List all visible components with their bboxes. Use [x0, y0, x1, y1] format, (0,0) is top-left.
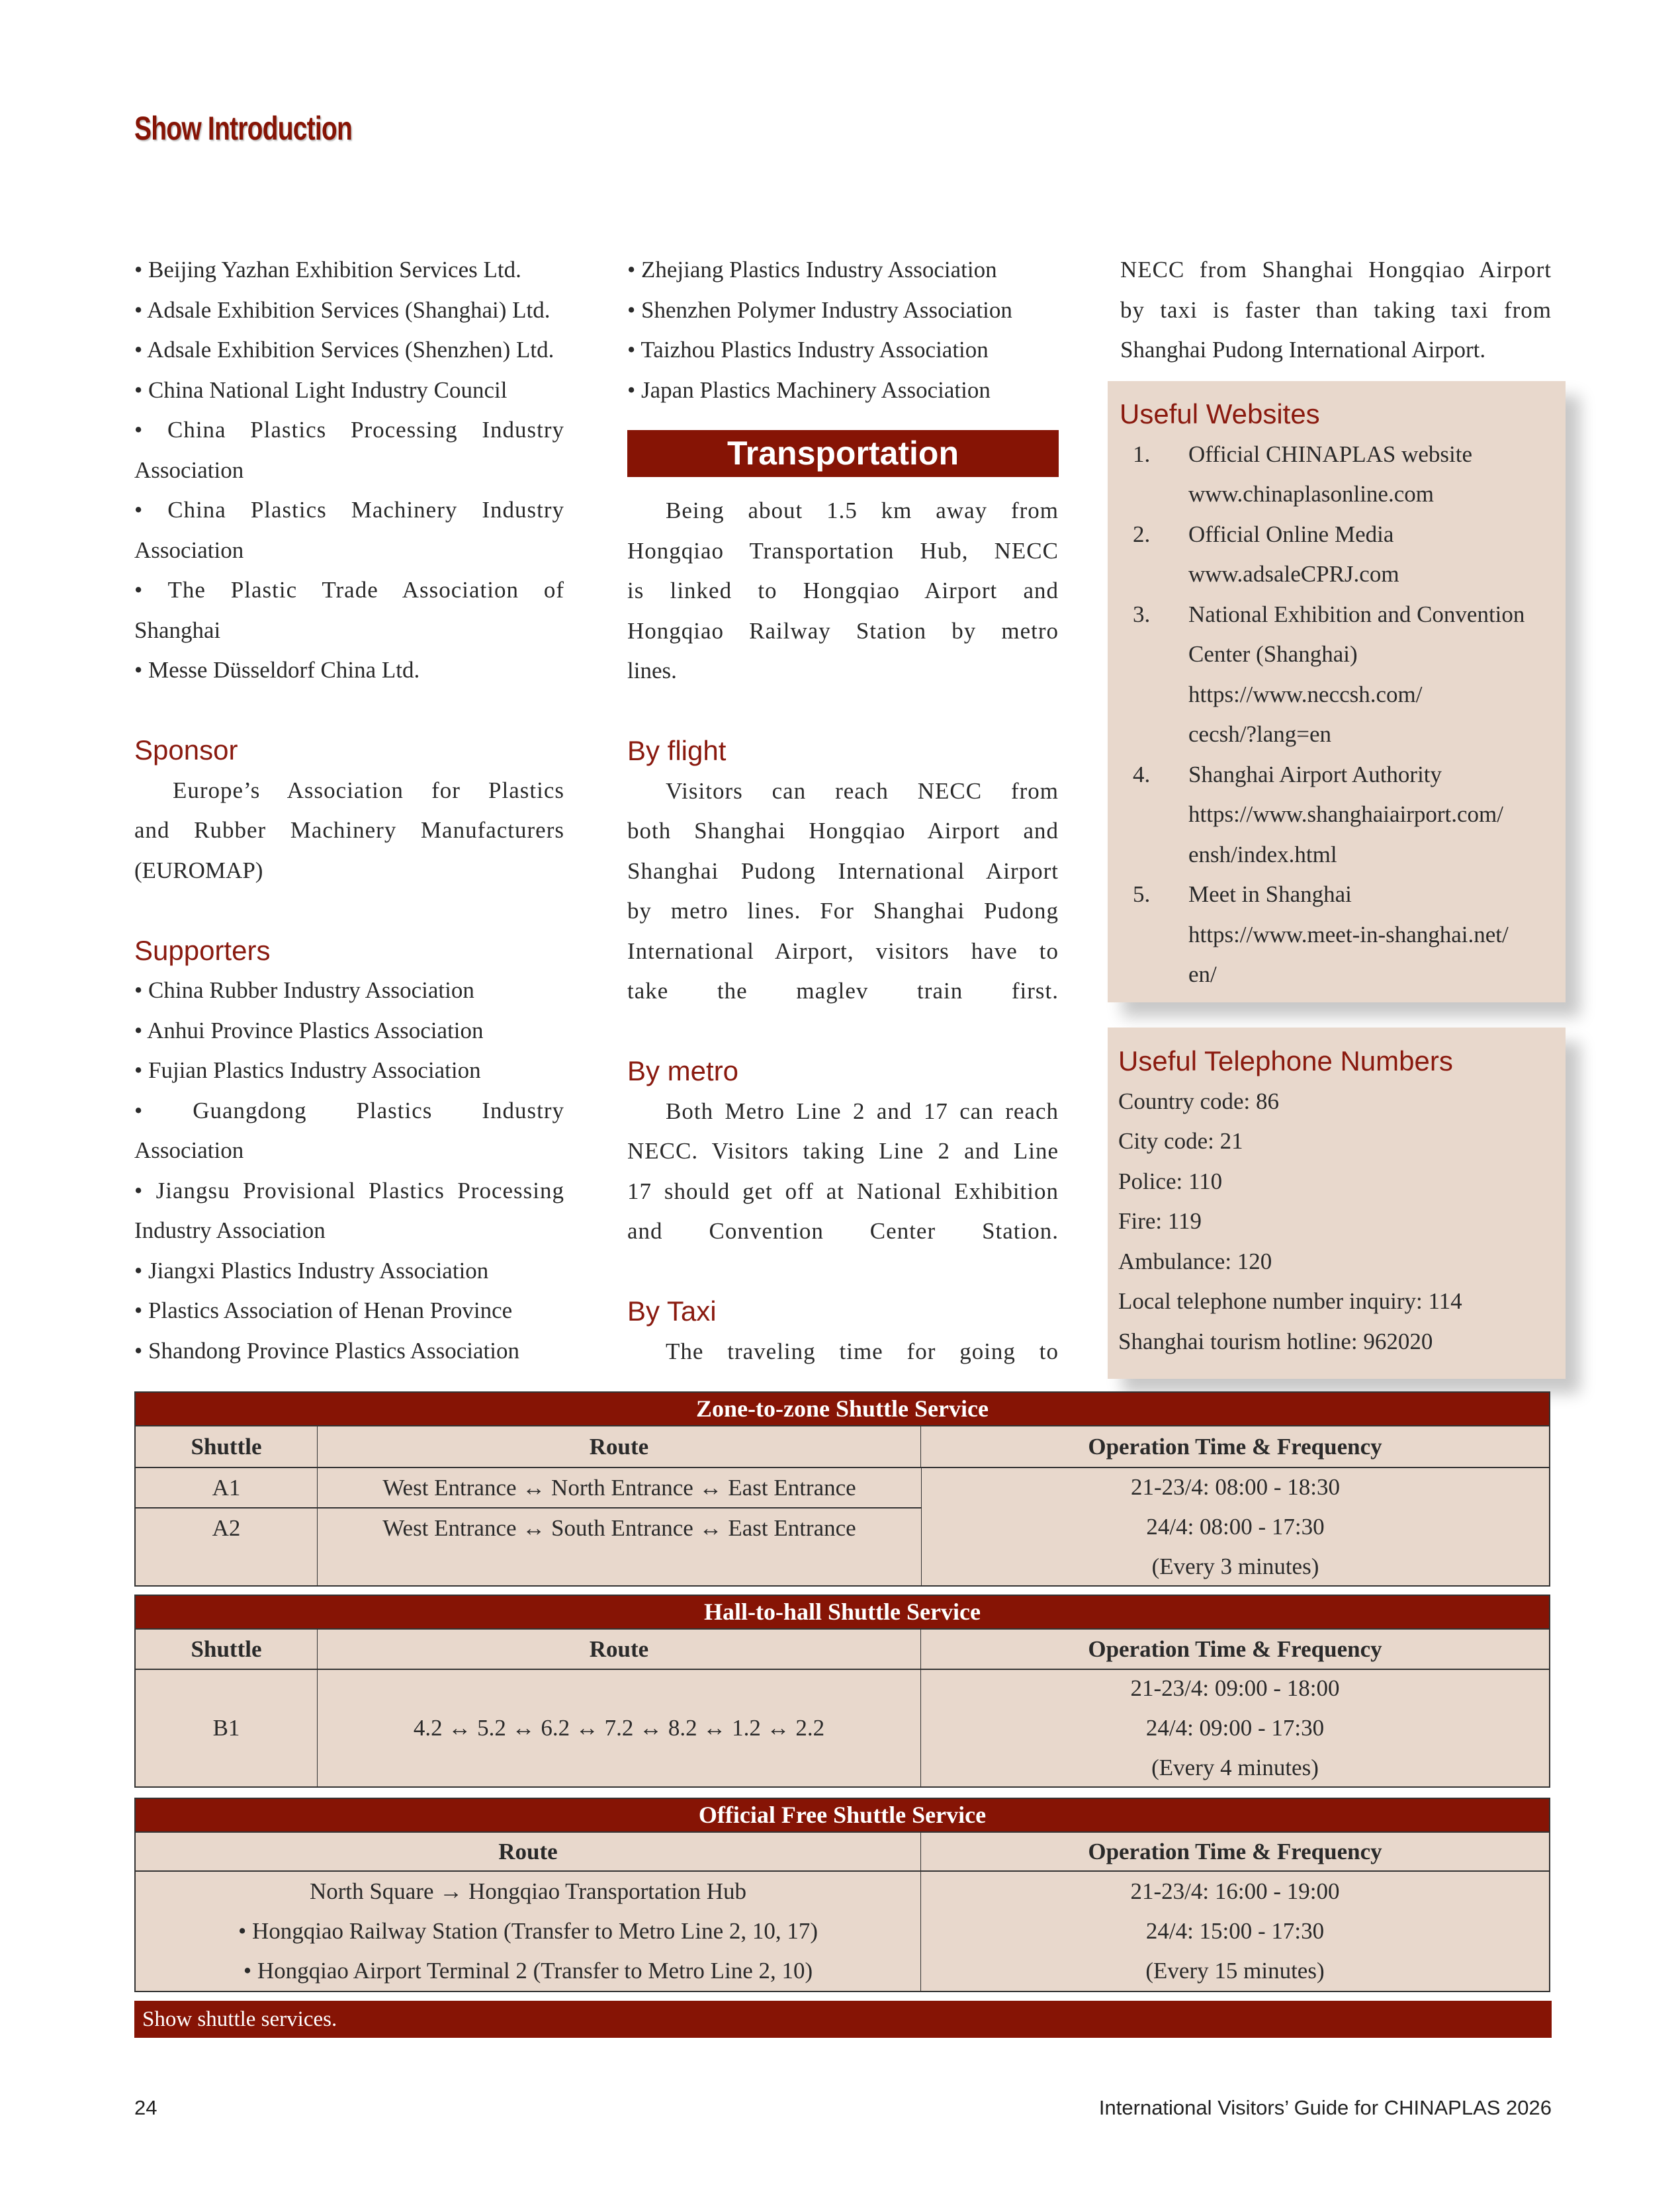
paragraph-line: is linked to Hongqiao Airport and: [627, 578, 1059, 603]
page-number: 24: [134, 2096, 157, 2119]
zone-shuttle-table: [134, 1391, 1550, 1587]
supporter-item: Industry Association: [134, 1217, 326, 1243]
paragraph-line: Visitors can reach NECC from: [666, 777, 1059, 804]
item-number: 4.: [1133, 761, 1151, 787]
time-line: 24/4: 09:00 - 17:30: [1145, 1715, 1325, 1741]
route-line: • Hongqiao Railway Station (Transfer to Metro Line 2, 10, 17): [238, 1918, 818, 1944]
website-link[interactable]: https://www.meet-in-shanghai.net/: [1188, 921, 1509, 947]
header-shuttle: Shuttle: [136, 1426, 318, 1467]
frequency-line: (Every 4 minutes): [1151, 1755, 1319, 1780]
shuttle-cell: A2: [212, 1515, 241, 1541]
item-number: 1.: [1133, 441, 1151, 467]
organizer-item: • Zhejiang Plastics Industry Association: [627, 257, 997, 283]
website-name: Shanghai Airport Authority: [1188, 761, 1442, 787]
paragraph-line: take the maglev train first.: [627, 978, 1059, 1004]
time-line: 21-23/4: 09:00 - 18:00: [1130, 1675, 1340, 1701]
free-shuttle-table: [134, 1798, 1550, 1992]
header-time: Operation Time & Frequency: [1088, 1636, 1382, 1662]
route-line: North Square → Hongqiao Transportation Hub: [309, 1878, 747, 1904]
by-flight-heading: By flight: [627, 735, 727, 766]
supporter-item: • Plastics Association of Henan Province: [134, 1297, 513, 1323]
page-title: Show Introduction: [134, 110, 353, 147]
route-cell: [136, 1872, 921, 1991]
telephone-item: Country code: 86: [1118, 1088, 1280, 1114]
supporter-item: • Anhui Province Plastics Association: [134, 1017, 484, 1043]
spacer: [627, 1012, 1059, 1052]
publication-title: International Visitors’ Guide for CHINAPLAS 2026: [1098, 2096, 1552, 2119]
paragraph-line: by taxi is faster than taking taxi from: [1120, 296, 1552, 323]
website-name: Official Online Media: [1188, 521, 1394, 547]
header-time: Operation Time & Frequency: [1088, 1838, 1382, 1864]
website-link[interactable]: https://www.shanghaiairport.com/: [1188, 801, 1503, 827]
spacer: [134, 691, 564, 731]
route-line: • Hongqiao Airport Terminal 2 (Transfer to Metro Line 2, 10): [243, 1958, 813, 1984]
paragraph-line: lines.: [627, 658, 677, 683]
website-link[interactable]: www.adsaleCPRJ.com: [1188, 561, 1399, 587]
organizer-item: Association: [134, 537, 244, 563]
spacer: [134, 891, 564, 931]
header-time: Operation Time & Frequency: [1088, 1433, 1382, 1460]
paragraph-line: Hongqiao Transportation Hub, NECC: [627, 537, 1059, 564]
paragraph-line: NECC from Shanghai Hongqiao Airport: [1120, 257, 1552, 283]
paragraph-line: 17 should get off at National Exhibition: [627, 1178, 1059, 1204]
paragraph-line: NECC. Visitors taking Line 2 and Line: [627, 1138, 1059, 1164]
by-taxi-heading: By Taxi: [627, 1295, 717, 1327]
paragraph-line: Europe’s Association for Plastics: [173, 777, 564, 803]
organizer-item: • Messe Düsseldorf China Ltd.: [134, 657, 420, 683]
organizer-item: • Adsale Exhibition Services (Shanghai) Ltd.: [134, 296, 551, 323]
supporter-item: • Guangdong Plastics Industry: [134, 1097, 564, 1123]
website-link[interactable]: ensh/index.html: [1188, 841, 1337, 867]
paragraph-line: by metro lines. For Shanghai Pudong: [627, 898, 1059, 924]
item-number: 3.: [1133, 601, 1151, 627]
telephone-item: City code: 21: [1118, 1128, 1243, 1154]
website-link[interactable]: www.chinaplasonline.com: [1188, 481, 1434, 507]
time-line: 21-23/4: 16:00 - 19:00: [1130, 1878, 1340, 1904]
organizer-item: • Taizhou Plastics Industry Association: [627, 337, 989, 363]
left-column: [134, 250, 564, 1371]
time-line: 21-23/4: 08:00 - 18:30: [1131, 1473, 1340, 1500]
websites-heading: Useful Websites: [1120, 398, 1320, 429]
time-line: 24/4: 15:00 - 17:30: [1145, 1918, 1325, 1944]
telephone-item: Local telephone number inquiry: 114: [1118, 1288, 1462, 1314]
website-item: [1120, 595, 1551, 635]
useful-websites-box: [1108, 381, 1566, 1002]
supporters-heading: Supporters: [134, 934, 271, 966]
paragraph-line: The traveling time for going to: [666, 1338, 1059, 1364]
table-title: Official Free Shuttle Service: [136, 1799, 1549, 1833]
website-name: Official CHINAPLAS website: [1188, 441, 1473, 467]
header-route: Route: [318, 1426, 921, 1467]
table-row: [136, 1670, 1549, 1786]
time-line: 24/4: 08:00 - 17:30: [1146, 1513, 1325, 1540]
supporter-item: • Shandong Province Plastics Association: [134, 1337, 519, 1364]
website-link[interactable]: cecsh/?lang=en: [1188, 721, 1332, 747]
paragraph-line: both Shanghai Hongqiao Airport and: [627, 818, 1059, 844]
spacer: [627, 1252, 1059, 1292]
transportation-heading: Transportation: [627, 430, 1059, 477]
organizer-item: • Shenzhen Polymer Industry Association: [627, 296, 1012, 323]
telephone-item: Shanghai tourism hotline: 962020: [1118, 1328, 1433, 1354]
route-cell: West Entrance ↔ North Entrance ↔ East Entrance: [382, 1474, 856, 1501]
time-cell: [922, 1468, 1549, 1585]
organizer-item: • China National Light Industry Council: [134, 376, 508, 403]
table-row: [136, 1872, 1549, 1991]
telephone-item: Fire: 119: [1118, 1208, 1202, 1234]
supporter-item: • China Rubber Industry Association: [134, 977, 474, 1003]
organizer-item: Shanghai: [134, 617, 221, 643]
supporter-item: • Fujian Plastics Industry Association: [134, 1057, 481, 1083]
taxi-continued: [1120, 250, 1552, 371]
item-number: 5.: [1133, 881, 1151, 907]
website-name: Meet in Shanghai: [1188, 881, 1352, 907]
header-shuttle: Shuttle: [136, 1630, 318, 1669]
table-row: [136, 1468, 921, 1509]
website-name: National Exhibition and Convention: [1188, 601, 1525, 627]
table-title: Hall-to-hall Shuttle Service: [136, 1596, 1549, 1630]
table-caption: Show shuttle services.: [134, 2001, 1552, 2038]
website-item: [1120, 875, 1551, 915]
paragraph-line: Being about 1.5 km away from: [666, 498, 1059, 523]
sponsor-heading: Sponsor: [134, 734, 238, 766]
paragraph-line: Shanghai Pudong International Airport.: [1120, 337, 1486, 363]
time-cell: [921, 1670, 1549, 1786]
website-link[interactable]: Center (Shanghai): [1188, 641, 1358, 667]
frequency-line: (Every 15 minutes): [1145, 1958, 1325, 1984]
route-cell: 4.2 ↔ 5.2 ↔ 6.2 ↔ 7.2 ↔ 8.2 ↔ 1.2 ↔ 2.2: [318, 1670, 921, 1786]
telephone-item: Police: 110: [1118, 1168, 1223, 1194]
paragraph-line: Hongqiao Railway Station by metro: [627, 617, 1059, 644]
middle-column-organizers: [627, 250, 1059, 410]
header-route: Route: [136, 1833, 921, 1870]
organizer-item: Association: [134, 457, 244, 483]
telephone-item: Ambulance: 120: [1118, 1248, 1272, 1274]
route-cell: West Entrance ↔ South Entrance ↔ East Entrance: [382, 1515, 856, 1541]
header-route: Route: [318, 1630, 921, 1669]
table-title: Zone-to-zone Shuttle Service: [136, 1393, 1549, 1426]
middle-column-transportation: [627, 491, 1059, 1372]
paragraph-line: and Convention Center Station.: [627, 1218, 1059, 1244]
website-item: [1120, 435, 1551, 475]
paragraph-line: and Rubber Machinery Manufacturers: [134, 817, 564, 843]
organizer-item: • Beijing Yazhan Exhibition Services Ltd.: [134, 257, 521, 283]
website-link[interactable]: https://www.neccsh.com/: [1188, 681, 1423, 707]
table-row: [136, 1509, 921, 1585]
shuttle-cell: B1: [136, 1670, 318, 1786]
item-number: 2.: [1133, 521, 1151, 547]
hall-shuttle-table: [134, 1595, 1550, 1788]
paragraph-line: Both Metro Line 2 and 17 can reach: [666, 1098, 1059, 1124]
supporter-item: Association: [134, 1137, 244, 1163]
organizer-item: • Adsale Exhibition Services (Shenzhen) Ltd.: [134, 337, 554, 363]
shuttle-cell: A1: [136, 1468, 318, 1507]
telephone-heading: Useful Telephone Numbers: [1118, 1045, 1453, 1076]
website-link[interactable]: en/: [1188, 961, 1217, 987]
paragraph-line: (EUROMAP): [134, 857, 263, 883]
supporter-item: • Jiangxi Plastics Industry Association: [134, 1257, 489, 1284]
website-item: [1120, 755, 1551, 795]
spacer: [627, 691, 1059, 732]
organizer-item: • China Plastics Machinery Industry: [134, 497, 564, 523]
time-cell: [921, 1872, 1549, 1991]
organizer-item: • China Plastics Processing Industry: [134, 417, 564, 443]
organizer-item: • Japan Plastics Machinery Association: [627, 376, 991, 403]
supporter-item: • Jiangsu Provisional Plastics Processing: [134, 1177, 564, 1203]
useful-telephone-box: [1108, 1028, 1566, 1379]
frequency-line: (Every 3 minutes): [1151, 1553, 1319, 1579]
paragraph-line: Shanghai Pudong International Airport: [627, 857, 1059, 884]
by-metro-heading: By metro: [627, 1055, 739, 1086]
website-item: [1120, 515, 1551, 555]
paragraph-line: International Airport, visitors have to: [627, 938, 1059, 964]
organizer-item: • The Plastic Trade Association of: [134, 577, 564, 603]
